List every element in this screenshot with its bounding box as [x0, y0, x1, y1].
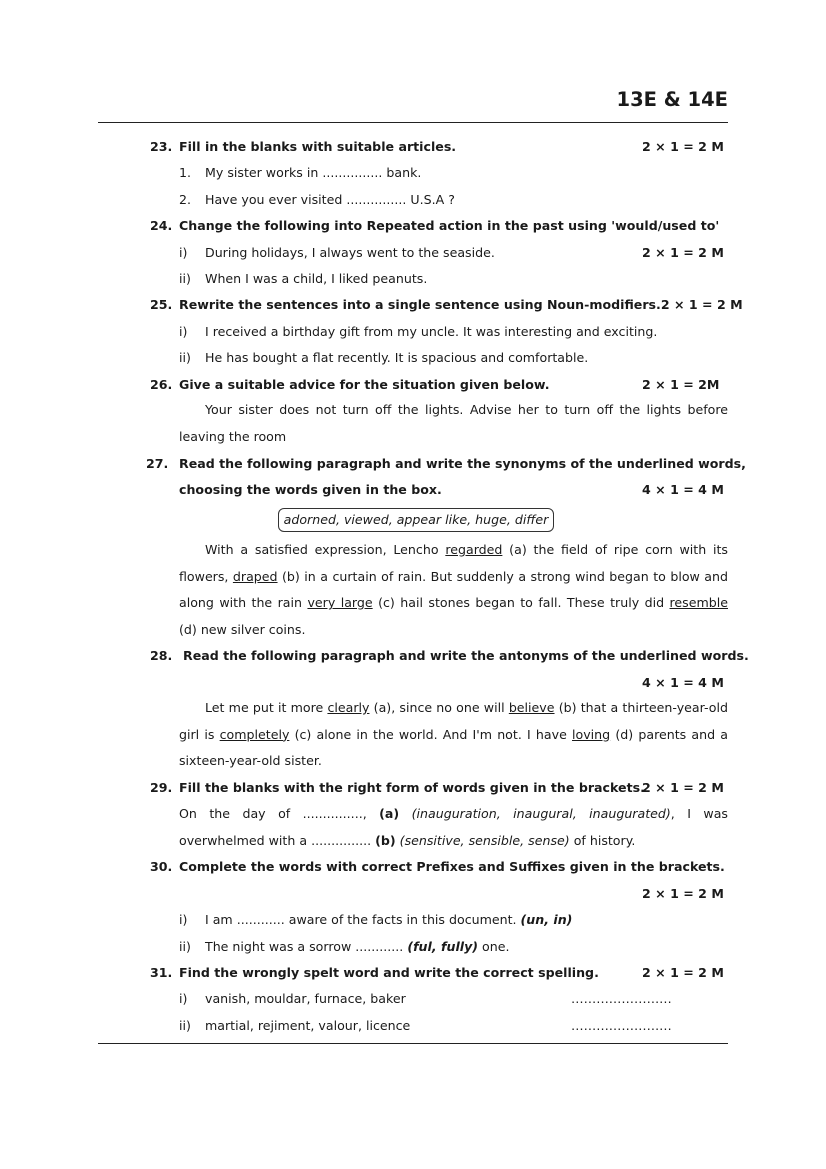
question-number: 25.	[150, 297, 173, 312]
list-item	[179, 324, 657, 339]
item-label: i)	[179, 991, 188, 1006]
question-number: 29.	[150, 780, 173, 795]
item-label: i)	[179, 245, 188, 260]
item-text: Have you ever visited ............... U.S.A ?	[205, 192, 455, 207]
list-item	[179, 912, 572, 927]
question-number: 27.	[146, 456, 169, 471]
underlined-word: completely	[219, 726, 290, 742]
list-item	[179, 991, 406, 1006]
underlined-word: believe	[508, 700, 555, 715]
underlined-word: resemble	[669, 595, 728, 610]
header-rule	[98, 122, 728, 123]
answer-blank: ……………………	[571, 991, 672, 1006]
question-30	[150, 859, 728, 874]
underlined-word: very large	[307, 595, 373, 610]
question-27	[146, 456, 746, 471]
list-item: ii) The night was a sorrow ............ (ful, fully) one.	[179, 939, 510, 954]
question-marks: 4 × 1 = 4 M	[642, 482, 724, 497]
list-item	[179, 192, 455, 207]
question-text: Read the following paragraph and write the synonyms of the underlined words,	[179, 456, 746, 471]
question-number: 31.	[150, 965, 173, 980]
underlined-word: draped	[232, 568, 278, 584]
question-marks: 2 × 1 = 2 M	[642, 780, 724, 795]
question-text: Read the following paragraph and write the antonyms of the underlined words.	[183, 648, 749, 663]
item-text: vanish, mouldar, furnace, baker	[205, 991, 406, 1006]
question-text: Change the following into Repeated action in the past using 'would/used to'	[179, 218, 720, 233]
question-text: Give a suitable advice for the situation given below.	[179, 377, 550, 392]
answer-blank: ……………………	[571, 1018, 672, 1033]
paragraph-text: Your sister does not turn off the lights. Advise her to turn off the lights before leaving the room	[179, 402, 728, 444]
question-number: 26.	[150, 377, 173, 392]
list-item	[179, 165, 421, 180]
question-text: Fill the blanks with the right form of words given in the brackets.	[179, 780, 645, 795]
question-28	[150, 648, 749, 663]
list-item	[179, 1018, 410, 1033]
question-number: 28.	[150, 648, 173, 663]
paragraph	[179, 397, 728, 450]
paragraph: On the day of ..............., (a) (inauguration, inaugural, inaugurated), I was overwhelmed with a ............... (b) (sensitive, sensible, sense) of history.	[179, 806, 728, 848]
item-hint: (un, in)	[520, 912, 573, 927]
word-box: adorned, viewed, appear like, huge, differ	[278, 508, 554, 532]
item-text: My sister works in ............... bank.	[205, 165, 422, 180]
list-item	[179, 271, 427, 286]
question-marks: 2 × 1 = 2 M	[642, 139, 724, 154]
item-label: ii)	[179, 350, 191, 365]
footer-rule	[98, 1043, 728, 1044]
question-number: 24.	[150, 218, 173, 233]
paragraph: Let me put it more clearly (a), since no one will believe (b) that a thirteen-year-old girl is completely (c) alone in the world. And I'm not. I have loving (d) parents and a sixteen-year-old sister.	[179, 700, 728, 768]
item-label: ii)	[179, 271, 191, 286]
item-text: He has bought a flat recently. It is spacious and comfortable.	[205, 350, 589, 365]
question-25	[150, 297, 743, 312]
item-text: I received a birthday gift from my uncle. It was interesting and exciting.	[205, 324, 658, 339]
item-label: i)	[179, 324, 188, 339]
item-label: ii)	[179, 939, 191, 954]
question-marks: 2 × 1 = 2 M	[642, 886, 724, 901]
paragraph: With a satisfied expression, Lencho regarded (a) the field of ripe corn with its flowers, draped (b) in a curtain of rain. But suddenly a strong wind began to blow and along with the rain very large (c) hail stones began to fall. These truly did resemble (d) new silver coins.	[179, 542, 728, 637]
question-24	[150, 218, 728, 233]
question-text: Rewrite the sentences into a single sentence using Noun-modifiers.2 × 1 = 2 M	[179, 297, 743, 312]
underlined-word: loving	[572, 726, 611, 742]
question-text: Complete the words with correct Prefixes and Suffixes given in the brackets.	[179, 859, 725, 874]
question-text: Find the wrongly spelt word and write the correct spelling.	[179, 965, 599, 980]
item-label: 1.	[179, 165, 192, 180]
question-marks: 2 × 1 = 2M	[642, 377, 720, 392]
page-header-code: 13E & 14E	[616, 88, 728, 111]
item-text: The night was a sorrow ............	[205, 939, 408, 954]
item-label: ii)	[179, 1018, 191, 1033]
underlined-word: clearly	[327, 700, 370, 715]
item-text: During holidays, I always went to the seaside.	[205, 245, 495, 260]
question-marks: 2 × 1 = 2 M	[642, 965, 724, 980]
question-text: choosing the words given in the box.	[179, 482, 442, 497]
item-text: When I was a child, I liked peanuts.	[205, 271, 428, 286]
list-item	[179, 245, 495, 260]
item-text: martial, rejiment, valour, licence	[205, 1018, 411, 1033]
question-marks: 4 × 1 = 4 M	[642, 675, 724, 690]
question-marks: 2 × 1 = 2 M	[642, 245, 724, 260]
question-number: 23.	[150, 139, 173, 154]
question-text: Fill in the blanks with suitable articles.	[179, 139, 457, 154]
item-hint: (ful, fully)	[407, 939, 479, 954]
item-label: 2.	[179, 192, 192, 207]
question-number: 30.	[150, 859, 173, 874]
list-item	[179, 350, 588, 365]
underlined-word: regarded	[445, 542, 503, 557]
item-text: I am ............ aware of the facts in this document.	[205, 912, 521, 927]
item-label: i)	[179, 912, 188, 927]
